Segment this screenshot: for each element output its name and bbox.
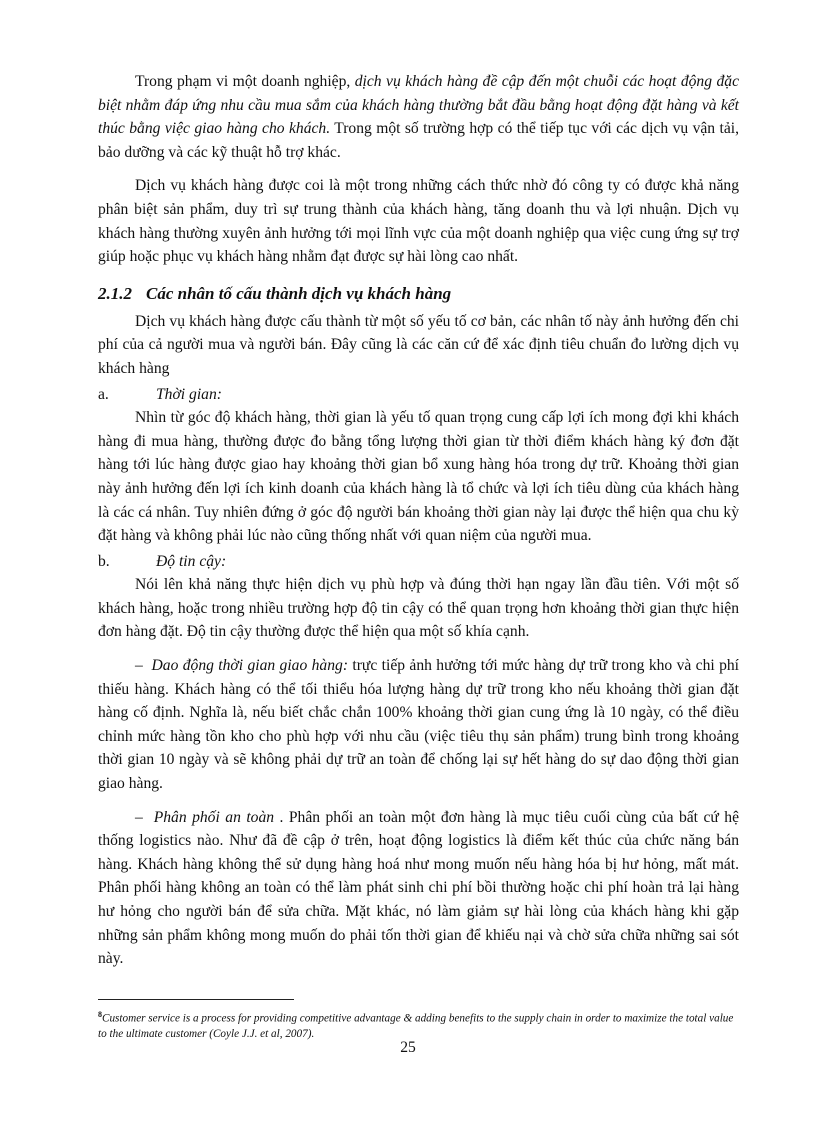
- paragraph-1-definition: dịch vụ khách hàng đề cập đến một chuỗi các hoạt động đặc biệt nhằm đáp ứng nhu cầu mua sắm của khách hàng thường bắt đầu bằng hoạt động đặt hàng và kết thúc bằng việc giao hàng cho khách.: [98, 73, 739, 138]
- page-number: 25: [400, 1039, 416, 1056]
- paragraph-1-end: Trong một số trường hợp có thể tiếp tục với các dịch vụ vận tải, bảo dưỡng và các kỹ thuật hỗ trợ khác.: [98, 120, 739, 161]
- bullet-safe-delivery-text: . Phân phối an toàn một đơn hàng là mục tiêu cuối cùng của bất cứ hệ thống logistics nào. Như đã đề cập ở trên, hoạt động logistics là điểm kết thúc của chức năng bán hàng. Khách hàng không thể sử dụng hàng hoá như mong muốn nếu hàng hóa bị hư hỏng, mất mát. Phân phối hàng không an toàn có thể làm phát sinh chi phí bồi thường hoặc chi phí hoàn trả lại hàng hư hỏng cho người bán để sửa chữa. Mặt khác, nó làm giảm sự hài lòng của khách hàng khi gặp những sản phẩm không mong muốn do phải tốn thời gian để khiếu nại và chờ sửa chữa những sai sót này.: [98, 808, 740, 968]
- paragraph-1-start: Trong phạm vi một doanh nghiệp,: [135, 73, 355, 90]
- section-intro: Dịch vụ khách hàng được cấu thành từ một số yếu tố cơ bản, các nhân tố này ảnh hưởng đến chi phí của cả người mua và người bán. Đây cũng là các căn cứ để xác định tiêu chuẩn đo lường dịch vụ khách hàng: [98, 312, 739, 377]
- bullet-dash: –: [135, 657, 143, 675]
- bullet-delivery-variation-label: Dao động thời gian giao hàng:: [151, 657, 349, 675]
- bullet-dash: –: [135, 808, 143, 826]
- paragraph-1: [98, 70, 739, 164]
- bullet-delivery-variation: [98, 654, 739, 796]
- item-b-body: Nói lên khả năng thực hiện dịch vụ phù hợp và đúng thời hạn ngay lần đầu tiên. Với một số khách hàng, hoặc trong nhiều trường hợp độ tin cậy có thể quan trọng hơn khoảng thời gian thực hiện đơn hàng đặt. Độ tin cậy thường được thể hiện qua một số khía cạnh.: [98, 576, 739, 641]
- footnote-mark: 8: [98, 1010, 102, 1019]
- bullet-safe-delivery: [98, 806, 739, 971]
- item-b-letter: b.: [98, 552, 110, 570]
- section-number: 2.1.2: [98, 283, 132, 303]
- footnote: [98, 1007, 739, 1042]
- bullet-delivery-variation-text: trực tiếp ảnh hưởng tới mức hàng dự trữ trong kho và chi phí thiếu hàng. Khách hàng có thể tối thiểu hóa lượng hàng dự trữ trong kho nếu khoảng thời gian đặt hàng cố định. Nghĩa là, nếu biết chắc chắn 100% khoảng thời gian cung ứng là 10 ngày, có thể điều chỉnh mức hàng tồn kho cho phù hợp với nhu cầu (việc tiêu thụ sản phẩm) trung bình trong khoảng thời gian 10 ngày và sẽ không phải dự trữ an toàn để chống lại sự hết hàng do sự dao động thời gian giao hàng.: [98, 657, 739, 793]
- section-heading: [98, 281, 739, 307]
- document-body: [98, 70, 739, 971]
- section-title: Các nhân tố cấu thành dịch vụ khách hàng: [146, 283, 452, 303]
- item-a-body: Nhìn từ góc độ khách hàng, thời gian là yếu tố quan trọng cung cấp lợi ích mong đợi khi khách hàng đi mua hàng, thường được đo bằng tổng lượng thời gian từ thời điểm khách hàng ký đơn đặt hàng tới lúc hàng được giao hay khoảng thời gian bổ xung hàng hóa trong dự trữ. Khoảng thời gian này ảnh hưởng đến lợi ích kinh doanh của khách hàng là tổ chức và lợi ích tiêu dùng của khách hàng là các cá nhân. Tuy nhiên đứng ở góc độ người bán khoảng thời gian này lại được thể hiện qua chu kỳ đặt hàng và không phải lúc nào cũng thống nhất với quan niệm của người mua.: [98, 409, 739, 545]
- item-a-letter: a.: [98, 385, 109, 403]
- footnote-text: Customer service is a process for providing competitive advantage & adding benefits to the supply chain in order to maximize the total value to the ultimate customer (Coyle J.J. et al, 2007).: [98, 1012, 734, 1040]
- item-a-heading: [98, 383, 739, 407]
- bullet-safe-delivery-label: Phân phối an toàn: [153, 808, 275, 826]
- item-b-label: Độ tin cậy:: [156, 552, 227, 570]
- paragraph-2: Dịch vụ khách hàng được coi là một trong những cách thức nhờ đó công ty có được khả năng phân biệt sản phẩm, duy trì sự trung thành của khách hàng, tăng doanh thu và lợi nhuận. Dịch vụ khách hàng thường xuyên ảnh hưởng tới mọi lĩnh vực của một doanh nghiệp qua việc cung ứng sự trợ giúp hoặc phục vụ khách hàng nhằm đạt được sự hài lòng cao nhất.: [98, 177, 739, 266]
- footnote-divider: [98, 999, 294, 1000]
- item-b-heading: [98, 550, 739, 574]
- item-a-label: Thời gian:: [156, 385, 222, 403]
